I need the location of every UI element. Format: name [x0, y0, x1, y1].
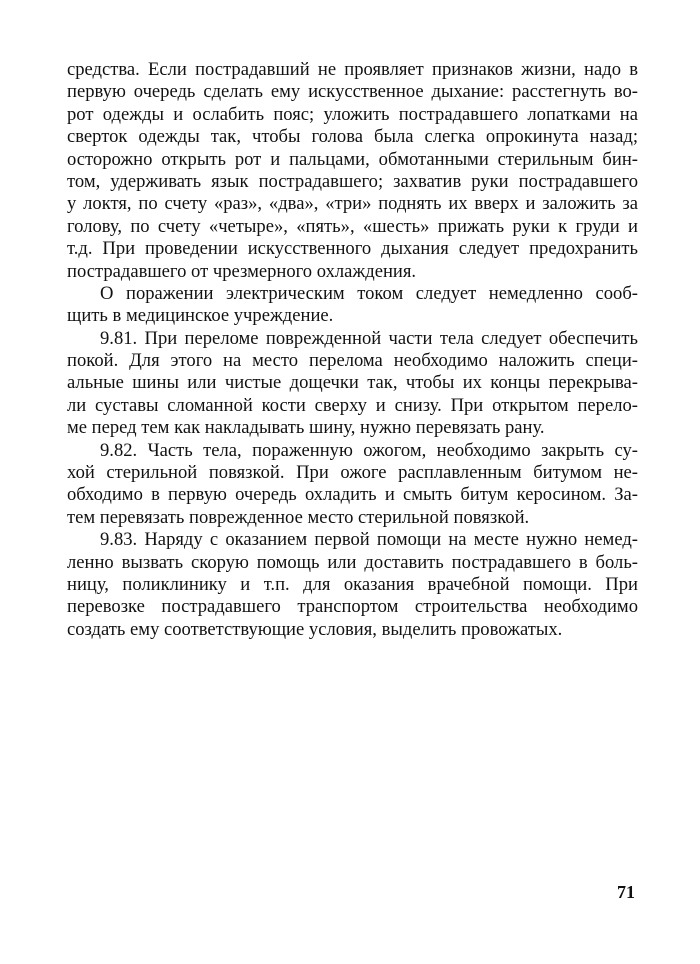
text-line: первую очередь сделать ему искусственное дыхание: расстегнуть во-: [67, 81, 638, 103]
text-line: голову, по счету «четыре», «пять», «шесть» прижать руки к груди и: [67, 215, 638, 237]
page-number: 71: [617, 882, 635, 902]
paragraph-9-82: [67, 440, 638, 530]
text-line: том, удерживать язык пострадавшего; захватив руки пострадавшего: [67, 170, 638, 192]
text-line: пострадавшего от чрезмерного охлаждения.: [67, 260, 417, 282]
text-line: обходимо в первую очередь охладить и смыть битум керосином. За-: [67, 484, 638, 506]
text-line: ницу, поликлинику и т.п. для оказания врачебной помощи. При: [67, 573, 638, 595]
text-line: покой. Для этого на место перелома необходимо наложить специ-: [67, 350, 638, 372]
text-line: ли суставы сломанной кости сверху и снизу. При открытом перело-: [67, 394, 638, 416]
text-line: рот одежды и ослабить пояс; уложить пострадавшего лопатками на: [67, 103, 638, 125]
text-line: хой стерильной повязкой. При ожоге расплавленным битумом не-: [67, 462, 638, 484]
text-line: щить в медицинское учреждение.: [67, 305, 334, 327]
text-line: ленно вызвать скорую помощь или доставить пострадавшего в боль-: [67, 551, 638, 573]
paragraph-continuation: [67, 59, 638, 283]
text-line: средства. Если пострадавший не проявляет признаков жизни, надо в: [67, 59, 638, 80]
text-line: т.д. При проведении искусственного дыхания следует предохранить: [67, 238, 638, 260]
text-line: у локтя, по счету «раз», «два», «три» поднять их вверх и заложить за: [67, 193, 638, 215]
text-line: перевозке пострадавшего транспортом строительства необходимо: [67, 596, 638, 618]
paragraph-9-83: [67, 529, 638, 641]
body-text: [67, 59, 638, 641]
text-line: создать ему соответствующие условия, выделить провожатых.: [67, 618, 563, 640]
text-line: ме перед тем как накладывать шину, нужно перевязать рану.: [67, 417, 545, 439]
text-line: О поражении электрическим током следует немедленно сооб-: [100, 282, 638, 304]
text-line: сверток одежды так, чтобы голова была слегка опрокинута назад;: [67, 126, 638, 148]
text-line: 9.82. Часть тела, пораженную ожогом, необходимо закрыть су-: [100, 439, 638, 461]
text-line: 9.81. При переломе поврежденной части тела следует обеспечить: [100, 327, 638, 349]
text-line: альные шины или чистые дощечки так, чтобы их концы перекрыва-: [67, 372, 638, 394]
text-line: 9.83. Наряду с оказанием первой помощи на месте нужно немед-: [100, 529, 638, 551]
text-line: осторожно открыть рот и пальцами, обмотанными стерильным бин-: [67, 148, 638, 170]
paragraph-electric-shock: [67, 283, 638, 328]
paragraph-9-81: [67, 328, 638, 440]
text-line: тем перевязать поврежденное место стерильной повязкой.: [67, 506, 530, 528]
